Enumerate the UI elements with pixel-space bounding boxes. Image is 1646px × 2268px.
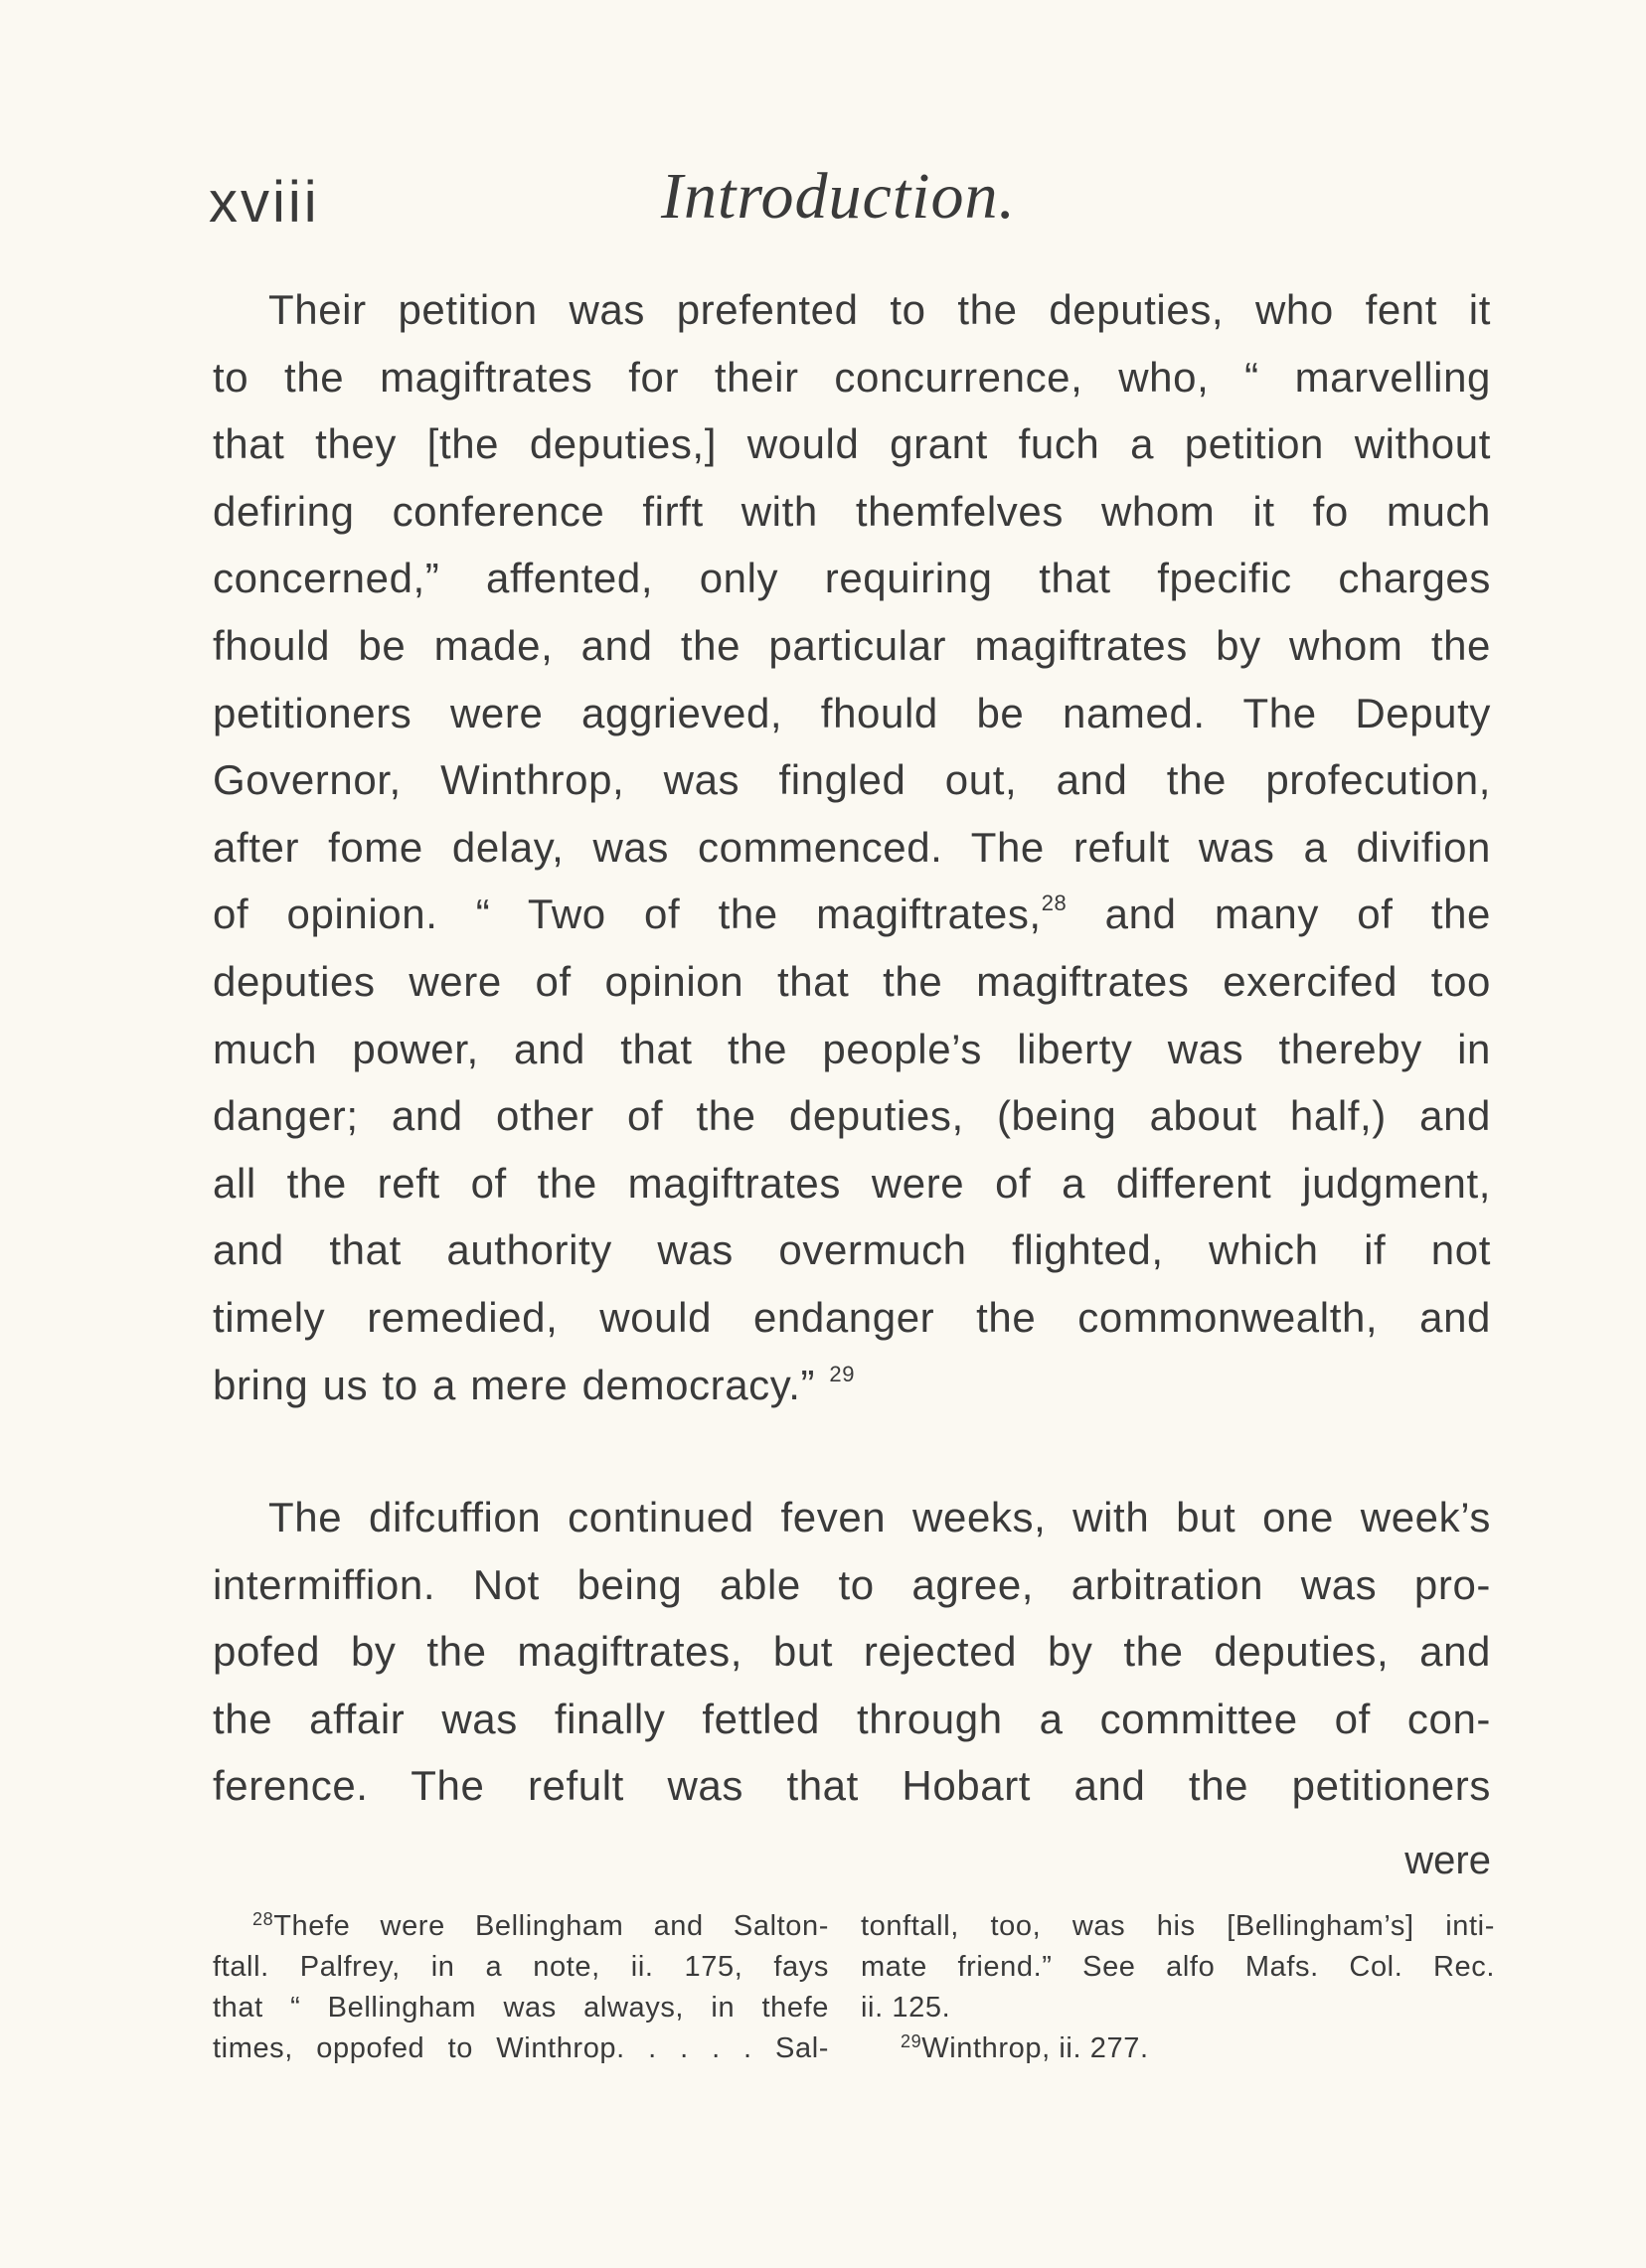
text-line: all the reft of the magiftrates were of a different judgment,: [213, 1159, 1491, 1207]
footnote-text: Thefe were Bellingham and Salton-: [273, 1910, 829, 1942]
page-header: [209, 149, 1491, 239]
footnote-line: times, oppofed to Winthrop. . . . . Sal-: [213, 2032, 829, 2064]
paragraph-1: [213, 276, 1491, 1418]
catchword: were: [1404, 1839, 1491, 1882]
text-segment: bring us to a mere democracy.”: [213, 1361, 816, 1408]
text-line: that they [the deputies,] would grant fuch a petition without: [213, 420, 1491, 468]
footnote-line: that “ Bellingham was always, in thefe: [213, 1992, 829, 2024]
footnotes: [213, 1906, 1495, 2105]
text-line: defiring conference firft with themfelves whom it fo much: [213, 487, 1491, 535]
body-text: [213, 276, 1491, 1820]
footnote-line: tonftall, too, was his [Bellingham’s] inti-: [861, 1910, 1495, 1942]
text-line: concerned,” affented, only requiring that fpecific charges: [213, 555, 1491, 602]
text-segment: and many of the: [1067, 891, 1492, 938]
footnote-ref-28: 28: [1041, 891, 1068, 916]
text-line: fhould be made, and the particular magiftrates by whom the: [213, 621, 1491, 669]
footnote-ref-29: 29: [829, 1361, 856, 1386]
text-line: ference. The refult was that Hobart and the petitioners: [213, 1762, 1491, 1810]
text-line: petitioners were aggrieved, fhould be named. The Deputy: [213, 689, 1491, 736]
footnote-line: ii. 125.: [861, 1992, 951, 2024]
text-line: danger; and other of the deputies, (being about half,) and: [213, 1092, 1491, 1140]
text-line: much power, and that the people’s liberty was thereby in: [213, 1025, 1491, 1072]
paragraph-2: [213, 1484, 1491, 1820]
text-line: and that authority was overmuch flighted, which if not: [213, 1226, 1491, 1274]
text-line: after fome delay, was commenced. The refult was a divifion: [213, 823, 1491, 871]
page-number: xviii: [209, 170, 320, 235]
text-segment: of opinion. “ Two of the magiftrates,: [213, 891, 1042, 938]
text-line: to the magiftrates for their concurrence, who, “ marvelling: [213, 353, 1491, 401]
footnote-number: 29: [901, 2031, 922, 2051]
text-line: Their petition was prefented to the deputies, who fent it: [268, 286, 1491, 333]
footnote-line: mate friend.” See alfo Mafs. Col. Rec.: [861, 1951, 1495, 1983]
footnote-line: ftall. Palfrey, in a note, ii. 175, fays: [213, 1951, 829, 1983]
footnote-text: Winthrop, ii. 277.: [921, 2032, 1149, 2064]
text-line: [213, 881, 1491, 948]
text-line: Governor, Winthrop, was fingled out, and the profecution,: [213, 756, 1491, 804]
running-title: Introduction.: [661, 160, 1017, 233]
footnote-number: 28: [252, 1909, 274, 1929]
footnote-line: [213, 1906, 829, 1947]
text-line: The difcuffion continued feven weeks, with but one week’s: [268, 1494, 1491, 1541]
footnote-line: [861, 2028, 1495, 2069]
text-line: [213, 1352, 1491, 1419]
text-line: intermiffion. Not being able to agree, arbitration was pro-: [213, 1560, 1491, 1608]
text-line: timely remedied, would endanger the commonwealth, and: [213, 1293, 1491, 1341]
text-line: pofed by the magiftrates, but rejected by the deputies, and: [213, 1628, 1491, 1676]
footnote-column-right: [861, 1906, 1495, 2069]
text-line: the affair was finally fettled through a committee of con-: [213, 1695, 1491, 1742]
text-line: deputies were of opinion that the magiftrates exercifed too: [213, 957, 1491, 1005]
footnote-column-left: [213, 1906, 829, 2069]
